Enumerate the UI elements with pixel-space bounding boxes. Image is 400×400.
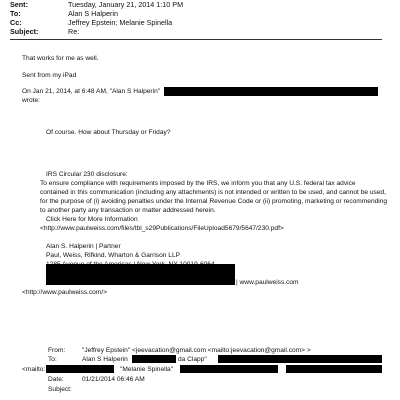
to-value: Alan S Halperin — [68, 9, 118, 18]
fwd-date-label: Date: — [48, 376, 64, 383]
disclaimer-url[interactable]: <http://www.paulweiss.com/files/tbl_s29Publications/FileUpload5679/5647/230.pdf> — [40, 225, 284, 232]
redaction-box — [46, 365, 114, 373]
fwd-from-label: From: — [48, 347, 66, 354]
redaction-box — [164, 87, 378, 96]
fwd-to-value-b: da Clapp" — [178, 356, 207, 363]
fwd-subject-label: Subject: — [48, 386, 72, 393]
signature-firm: Paul, Weiss, Rifkind, Wharton & Garrison LLP — [46, 252, 181, 259]
cc-value: Jeffrey Epstein; Melanie Spinella — [68, 18, 173, 27]
cc-label: Cc: — [10, 18, 22, 27]
disclaimer-line: to another party any transaction or matter addressed herein. — [40, 207, 216, 214]
quote-intro: On Jan 21, 2014, at 6:48 AM, "Alan S Halperin" — [22, 88, 161, 95]
disclaimer-line: contained in this communication (including any attachments) is not intended or written to be used, and cannot be used, — [40, 189, 387, 196]
sent-from-line: Sent from my iPad — [22, 72, 77, 79]
redaction-box — [180, 365, 278, 373]
fwd-to-value: Alan S Halperin — [82, 356, 128, 363]
fwd-to-label: To: — [48, 356, 57, 363]
subject-label: Subject: — [10, 27, 39, 36]
disclaimer-line: To ensure compliance with requirements imposed by the IRS, we inform you that any U.S. federal tax advice — [40, 180, 356, 187]
quote-intro-wrote: wrote: — [22, 97, 40, 104]
fwd-mailto-label: <mailto: — [22, 366, 46, 373]
sent-label: Sent: — [10, 0, 28, 9]
header-divider — [10, 39, 382, 40]
signature-name: Alan S. Halperin | Partner — [46, 243, 121, 250]
redaction-box — [286, 365, 382, 373]
fwd-mailto-value: "Melanie Spinella" — [120, 366, 174, 373]
redaction-box — [46, 264, 235, 285]
signature-website-link[interactable]: <http://www.paulweiss.com/> — [22, 289, 108, 296]
subject-value: Re: — [68, 27, 80, 36]
quoted-reply: Of course. How about Thursday or Friday? — [46, 129, 171, 136]
sent-value: Tuesday, January 21, 2014 1:10 PM — [68, 0, 184, 9]
to-label: To: — [10, 9, 21, 18]
redaction-box — [218, 355, 382, 363]
fwd-from-value: "Jeffrey Epstein" <jeevacation@gmail.com <mailto:jeevacation@gmail.com> > — [82, 347, 311, 354]
reply-line: That works for me as well. — [22, 55, 99, 62]
fwd-date-value: 01/21/2014 06:46 AM — [82, 376, 145, 383]
redaction-box — [132, 355, 176, 363]
more-info-link[interactable]: Click Here for More Information — [46, 216, 138, 223]
disclaimer-title: IRS Circular 230 disclosure: — [46, 171, 128, 178]
disclaimer-line: for the purpose of (i) avoiding penalties under the Internal Revenue Code or (ii) promoting, marketing or recommending — [40, 198, 388, 205]
signature-website[interactable]: | www.paulweiss.com — [236, 279, 299, 286]
